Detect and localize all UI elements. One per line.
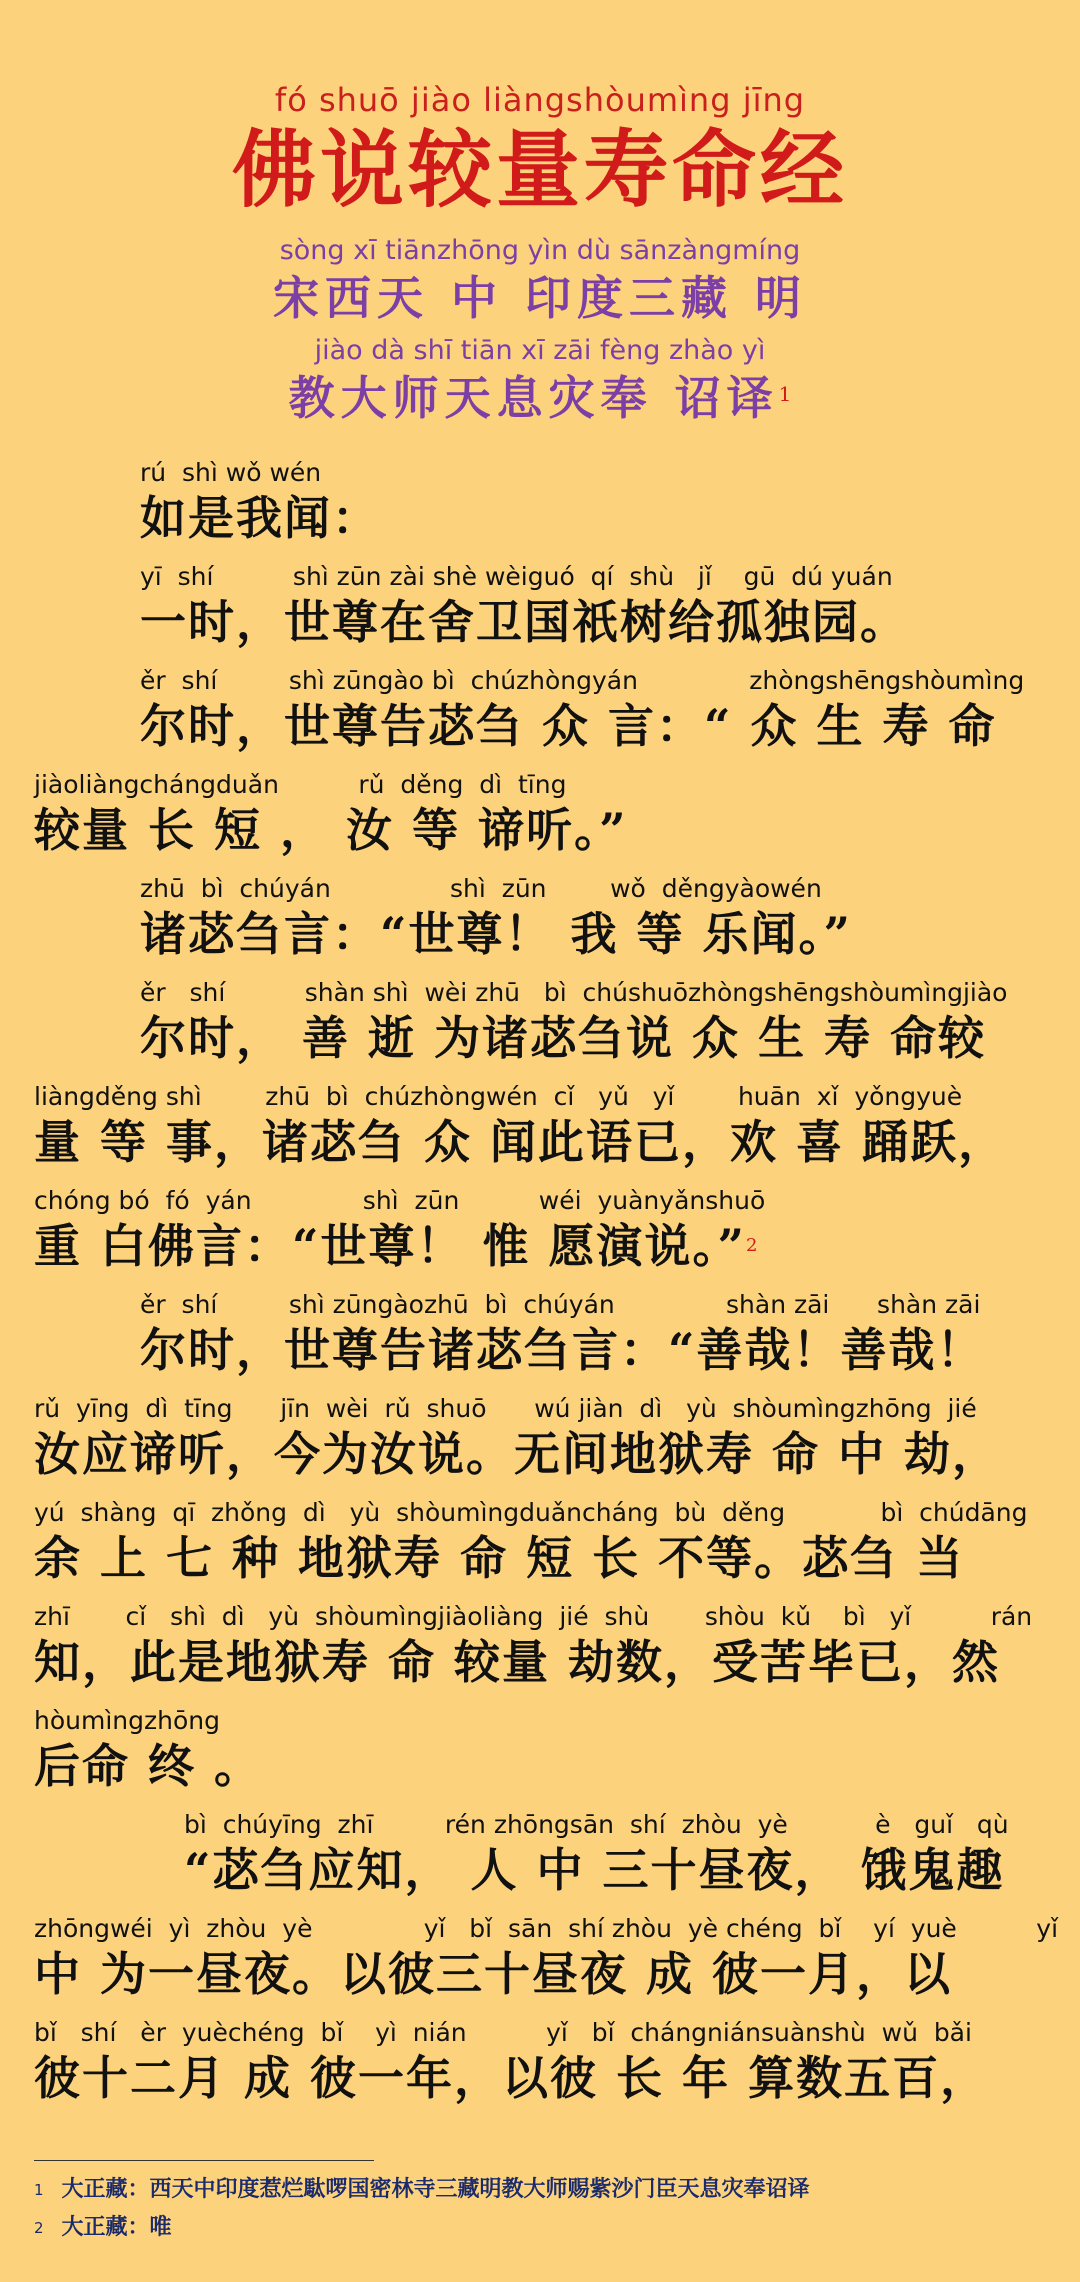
line-text-body: 重 白佛言：“世尊！ 惟 愿演说。” xyxy=(34,1219,746,1273)
line-text: 后命 终 。 xyxy=(34,1739,263,1793)
line-pinyin: jiàoliàngchángduǎn rǔ děng dì tīng xyxy=(34,770,567,799)
footnote-text: 大正藏：唯 xyxy=(61,2215,172,2240)
footnote-ref-1[interactable]: 1 xyxy=(778,382,792,406)
line-text: 诸苾刍言：“世尊！ 我 等 乐闻。” xyxy=(140,907,852,961)
line-text: 尔时， 善 逝 为诸苾刍说 众 生 寿 命较 xyxy=(140,1011,987,1065)
line-text: “苾刍应知， 人 中 三十昼夜， 饿鬼趣 xyxy=(184,1843,1005,1897)
footnote-number: 2 xyxy=(34,2219,44,2237)
page-title: 佛说较量寿命经 xyxy=(231,120,848,219)
line-text: 尔时，世尊告诸苾刍言：“善哉！善哉！ xyxy=(140,1323,985,1377)
line-pinyin: rǔ yīng dì tīng jīn wèi rǔ shuō wú jiàn dì yù shòumìngzhōng jié xyxy=(34,1394,977,1423)
text-line xyxy=(34,1394,1044,1484)
line-pinyin: rú shì wǒ wén xyxy=(140,458,322,487)
text-line xyxy=(34,458,1044,548)
footnote-item xyxy=(34,2214,172,2242)
line-pinyin: zhī cǐ shì dì yù shòumìngjiàoliàng jié shù shòu kǔ bì yǐ rán xyxy=(34,1602,1033,1631)
translator-line1-pinyin: sòng xī tiānzhōng yìn dù sānzàngmíng xyxy=(279,235,801,266)
line-text: 余 上 七 种 地狱寿 命 短 长 不等。苾刍 当 xyxy=(34,1531,965,1585)
line-text: 知，此是地狱寿 命 较量 劫数，受苦毕已，然 xyxy=(34,1635,1001,1689)
text-line xyxy=(34,1706,1044,1796)
line-text: 较量 长 短 ， 汝 等 谛听。” xyxy=(34,803,628,857)
text-line xyxy=(34,770,1044,860)
text-line xyxy=(34,1602,1044,1692)
title-block xyxy=(0,80,1080,428)
translator-line2-pinyin: jiào dà shī tiān xī zāi fèng zhào yì xyxy=(314,335,766,366)
line-text: 汝应谛听，今为汝说。无间地狱寿 命 中 劫， xyxy=(34,1427,1001,1481)
translator-line2-text: 教大师天息灾奉 诏译 xyxy=(288,371,779,425)
line-text: 中 为一昼夜。以彼三十昼夜 成 彼一月，以 xyxy=(34,1947,953,2001)
text-line xyxy=(34,2018,1044,2108)
text-line xyxy=(34,1914,1059,2004)
translator-line1: 宋西天 中 印度三藏 明 xyxy=(272,271,808,325)
text-line xyxy=(34,1082,1044,1172)
line-pinyin: chóng bó fó yán shì zūn wéi yuànyǎnshuō xyxy=(34,1186,766,1215)
text-line xyxy=(34,666,1044,756)
text-line xyxy=(34,1290,1044,1380)
footnote-divider xyxy=(34,2160,374,2161)
title-pinyin: fó shuō jiào liàngshòumìng jīng xyxy=(274,81,806,119)
text-line xyxy=(34,1186,1044,1276)
text-line xyxy=(34,874,1044,964)
line-pinyin: hòumìngzhōng xyxy=(34,1706,220,1735)
footnote-item xyxy=(34,2176,810,2204)
line-text: 尔时，世尊告苾刍 众 言：“ 众 生 寿 命 xyxy=(140,699,997,753)
line-text: 一时，世尊在舍卫国祇树给孤独园。 xyxy=(140,595,908,649)
line-text: 量 等 事，诸苾刍 众 闻此语已，欢 喜 踊跃， xyxy=(34,1115,1007,1169)
line-pinyin: yú shàng qī zhǒng dì yù shòumìngduǎncháng bù děng bì chúdāng xyxy=(34,1498,1028,1527)
line-pinyin: liàngděng shì zhū bì chúzhòngwén cǐ yǔ yǐ huān xǐ yǒngyuè xyxy=(34,1082,963,1111)
footnote-text: 大正藏：西天中印度惹烂駄啰国密林寺三藏明教大师赐紫沙门臣天息灾奉诏译 xyxy=(61,2177,810,2202)
line-pinyin: ěr shí shàn shì wèi zhū bì chúshuōzhòngshēngshòumìngjiào xyxy=(140,978,1008,1007)
line-pinyin: zhōngwéi yì zhòu yè yǐ bǐ sān shí zhòu yè chéng bǐ yí yuè yǐ xyxy=(34,1914,1059,1943)
line-pinyin: ěr shí shì zūngào bì chúzhòngyán zhòngshēngshòumìng xyxy=(140,666,1025,695)
line-pinyin: yī shí shì zūn zài shè wèiguó qí shù jǐ gū dú yuán xyxy=(140,562,893,591)
text-line xyxy=(34,1498,1044,1588)
footnote-number: 1 xyxy=(34,2181,44,2199)
line-pinyin: zhū bì chúyán shì zūn wǒ děngyàowén xyxy=(140,874,822,903)
line-text: 彼十二月 成 彼一年，以彼 长 年 算数五百， xyxy=(34,2051,989,2105)
line-pinyin: bì chúyīng zhī rén zhōngsān shí zhòu yè è guǐ qù xyxy=(184,1810,1009,1839)
footnote-ref-2[interactable]: 2 xyxy=(745,1235,760,1256)
text-line xyxy=(34,1810,1044,1900)
line-pinyin: bǐ shí èr yuèchéng bǐ yì nián yǐ bǐ chángniánsuànshù wǔ bǎi xyxy=(34,2018,972,2047)
line-text: 如是我闻： xyxy=(140,491,380,545)
line-text xyxy=(34,1216,1044,1276)
translator-line2 xyxy=(0,368,1080,428)
line-pinyin: ěr shí shì zūngàozhū bì chúyán shàn zāi shàn zāi xyxy=(140,1290,981,1319)
text-line xyxy=(34,562,1044,652)
text-line xyxy=(34,978,1044,1068)
